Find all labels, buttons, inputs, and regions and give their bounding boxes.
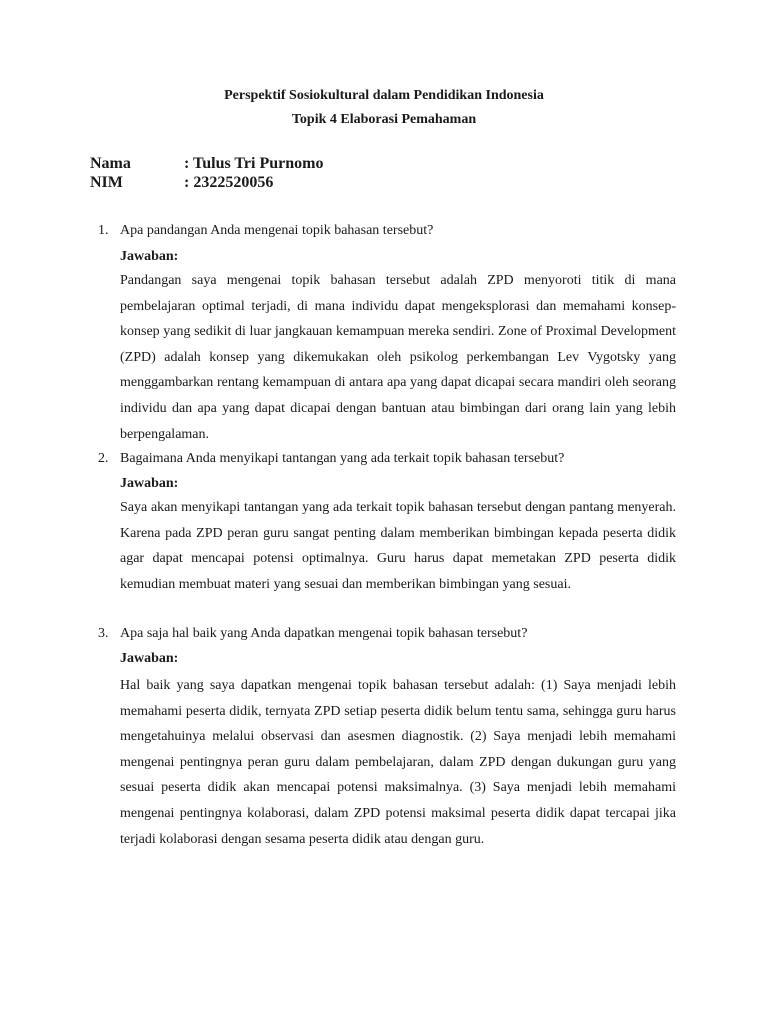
question-2-text: Bagaimana Anda menyikapi tantangan yang ada terkait topik bahasan tersebut? [120, 451, 565, 466]
question-3-text: Apa saja hal baik yang Anda dapatkan mengenai topik bahasan tersebut? [120, 626, 528, 641]
answer-1-label: Jawaban: [120, 249, 179, 264]
question-1-number: 1. [98, 223, 109, 238]
answer-3-label: Jawaban: [120, 651, 179, 666]
name-row [90, 155, 323, 173]
document-title: Perspektif Sosiokultural dalam Pendidikan Indonesia [224, 88, 544, 103]
question-3-number: 3. [98, 626, 109, 641]
name-label: Nama [90, 155, 131, 172]
answer-2 [120, 495, 676, 597]
answer-2-label: Jawaban: [120, 476, 179, 491]
answer-3-text: Hal baik yang saya dapatkan mengenai topik bahasan tersebut adalah: (1) Saya menjadi lebih memahami peserta didik, ternyata ZPD setiap peserta didik belum tentu sama, sehingga guru harus mengetahuinya melalui observasi dan asesmen diagnostik. (2) Saya menjadi lebih memahami mengenai pentingnya peran guru dalam pembelajaran, dalam ZPD dengan dukungan guru yang sesuai peserta didik akan mencapai potensi maksimalnya. (3) Saya menjadi lebih memahami mengenai pentingnya kolaborasi, dalam ZPD potensi maksimal peserta didik dapat tercapai jika terjadi kolaborasi dengan sesama peserta didik atau dengan guru. [120, 678, 676, 847]
answer-1-text: Pandangan saya mengenai topik bahasan tersebut adalah ZPD menyoroti titik di mana pembelajaran optimal terjadi, di mana individu dapat mengeksplorasi dan memahami konsep-konsep yang sedikit di luar jangkauan kemampuan mereka sendiri. Zone of Proximal Development (ZPD) adalah konsep yang dikemukakan oleh psikolog perkembangan Lev Vygotsky yang menggambarkan rentang kemampuan di antara apa yang dapat dicapai secara mandiri oleh seorang individu dan apa yang dapat dicapai dengan bantuan atau bimbingan dari orang lain yang lebih berpengalaman. [120, 273, 676, 442]
nim-row [90, 174, 273, 192]
name-value: : Tulus Tri Purnomo [184, 155, 324, 172]
question-2-number: 2. [98, 451, 109, 466]
answer-2-text: Saya akan menyikapi tantangan yang ada terkait topik bahasan tersebut dengan pantang menyerah. Karena pada ZPD peran guru sangat penting dalam memberikan bimbingan kepada peserta didik agar dapat mencapai potensi optimalnya. Guru harus dapat memetakan ZPD peserta didik kemudian membuat materi yang sesuai dan memberikan bimbingan yang sesuai. [120, 500, 676, 592]
answer-1 [120, 268, 676, 447]
question-1-text: Apa pandangan Anda mengenai topik bahasan tersebut? [120, 223, 434, 238]
document-subtitle: Topik 4 Elaborasi Pemahaman [291, 112, 477, 127]
answer-3 [120, 673, 676, 852]
nim-value: : 2322520056 [184, 174, 274, 191]
nim-label: NIM [90, 174, 123, 191]
